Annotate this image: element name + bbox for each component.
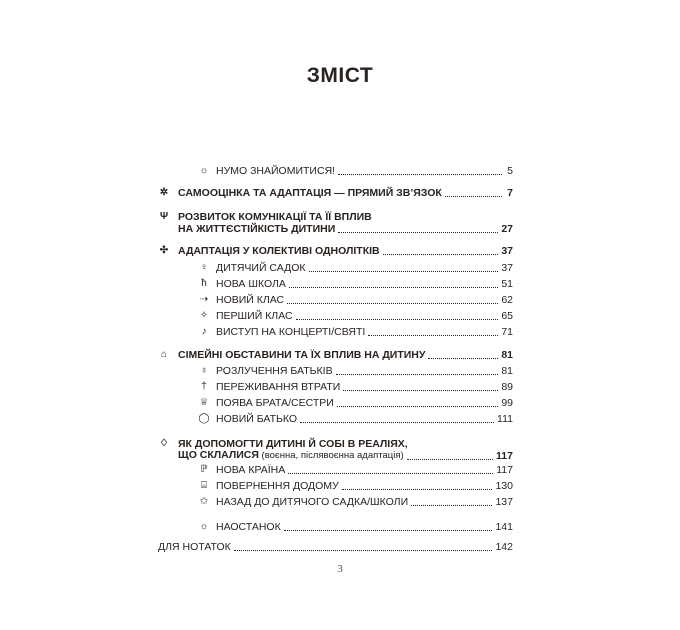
toc-entry-page: 27 <box>501 223 513 235</box>
toc-entry-page: 5 <box>507 165 513 177</box>
dot-leader <box>407 459 493 460</box>
sun-icon: ☼ <box>199 521 209 532</box>
toc-entry[interactable] <box>158 325 513 339</box>
toc-entry[interactable] <box>158 412 513 426</box>
toc-entry-title: НУМО ЗНАЙОМИТИСЯ! <box>216 165 336 177</box>
toc-entry[interactable] <box>158 244 513 258</box>
page-title: ЗМІСТ <box>306 64 374 87</box>
toc-entry[interactable] <box>158 309 513 323</box>
toc-entry-page: 89 <box>501 381 513 393</box>
toc-entry[interactable] <box>158 210 513 238</box>
toc-entry-page: 117 <box>496 464 513 476</box>
toc-entry[interactable] <box>158 364 513 378</box>
outline-star-icon: ✩ <box>199 496 209 507</box>
toc-entry[interactable] <box>158 164 513 178</box>
dot-leader <box>343 390 498 391</box>
toc-entry[interactable] <box>158 348 513 362</box>
toc-entry-title: ДИТЯЧИЙ САДОК <box>216 262 306 274</box>
toc-entry-title: ЩО СКЛАЛИСЯ (воєнна, післявоєнна адаптація) <box>178 449 404 461</box>
dot-leader <box>342 489 493 490</box>
dot-leader <box>383 254 499 255</box>
toc-entry-title-line1: ЯК ДОПОМОГТИ ДИТИНІ Й СОБІ В РЕАЛІЯХ, <box>178 438 408 450</box>
toc-entry-note: (воєнна, післявоєнна адаптація) <box>258 450 404 461</box>
dot-leader <box>234 550 493 551</box>
dot-leader <box>338 174 502 175</box>
toc-entry-page: 130 <box>495 480 513 492</box>
toc-entry-title: СІМЕЙНІ ОБСТАВИНИ ТА ЇХ ВПЛИВ НА ДИТИНУ <box>178 349 426 361</box>
toc-entry[interactable] <box>158 293 513 307</box>
dot-leader <box>288 473 493 474</box>
toc-entry-title: ДЛЯ НОТАТОК <box>158 541 231 553</box>
toc-entry[interactable] <box>158 520 513 534</box>
toc-entry-page: 137 <box>495 496 513 508</box>
dot-leader <box>287 303 498 304</box>
toc-entry[interactable] <box>158 261 513 275</box>
toc-entry[interactable] <box>158 437 513 465</box>
dot-leader <box>411 505 492 506</box>
dot-leader <box>296 319 499 320</box>
toc-entry[interactable] <box>158 380 513 394</box>
sun-icon: ☼ <box>199 165 209 176</box>
toc-entry-page: 71 <box>501 326 513 338</box>
toc-entry-page: 62 <box>501 294 513 306</box>
leaf-icon: ♢ <box>159 438 169 449</box>
toc-entry-title: НОВА КРАЇНА <box>216 464 286 476</box>
sparkle-icon: ✧ <box>199 310 209 321</box>
ring-icon: ◯ <box>198 413 210 424</box>
chair-icon: ћ <box>201 278 207 289</box>
toc-entry-page: 65 <box>501 310 513 322</box>
dot-leader <box>445 196 502 197</box>
toc-entry[interactable] <box>158 396 513 410</box>
toc-entry-title: ПОВЕРНЕННЯ ДОДОМУ <box>216 480 339 492</box>
dot-leader <box>300 422 494 423</box>
toc-entry-title: ВИСТУП НА КОНЦЕРТІ/СВЯТІ <box>216 326 366 338</box>
toc-entry-title: САМООЦІНКА ТА АДАПТАЦІЯ — ПРЯМИЙ ЗВ’ЯЗОК <box>178 187 442 199</box>
arrow-icon: ⇢ <box>199 294 209 305</box>
toc-entry-title: РОЗЛУЧЕННЯ БАТЬКІВ <box>216 365 333 377</box>
toc-entry[interactable] <box>158 186 513 200</box>
toc-entry-title: НАОСТАНОК <box>216 521 281 533</box>
toc-entry[interactable] <box>158 463 513 477</box>
toc-entry-title: НАЗАД ДО ДИТЯЧОГО САДКА/ШКОЛИ <box>216 496 409 508</box>
toc-entry-page: 142 <box>495 541 513 553</box>
suitcase-icon: ⌸ <box>201 480 207 491</box>
house-icon: ⌂ <box>160 349 168 360</box>
toc-entry-title: ПЕРЕЖИВАННЯ ВТРАТИ <box>216 381 341 393</box>
flag-icon: ℙ <box>200 464 208 475</box>
toc-entry-page: 111 <box>497 413 513 425</box>
toc-entry-page: 81 <box>501 365 513 377</box>
toc-entry-page: 117 <box>496 450 513 462</box>
toc-entry-title: НОВА ШКОЛА <box>216 278 286 290</box>
music-icon: ♪ <box>201 326 207 337</box>
toc-entry[interactable] <box>158 540 513 554</box>
toc-entry-title: ПЕРШИЙ КЛАС <box>216 310 293 322</box>
broken-heart-icon: ♁ <box>200 365 208 376</box>
toc-entry[interactable] <box>158 479 513 493</box>
toc-entry-title: ПОЯВА БРАТА/СЕСТРИ <box>216 397 334 409</box>
dot-leader <box>284 530 493 531</box>
flower-icon: ✣ <box>159 245 169 256</box>
toc-entry-title: НОВИЙ КЛАС <box>216 294 285 306</box>
toc-entry-page: 141 <box>495 521 513 533</box>
toc-entry-title: НА ЖИТТЄСТІЙКІСТЬ ДИТИНИ <box>178 223 336 235</box>
page-number: 3 <box>337 563 343 575</box>
toc-entry-page: 37 <box>501 262 513 274</box>
dot-leader <box>336 374 499 375</box>
dot-leader <box>337 406 499 407</box>
candle-icon: † <box>201 381 207 392</box>
toc-entry-page: 99 <box>501 397 513 409</box>
toc-entry[interactable] <box>158 277 513 291</box>
toc-entry-page: 7 <box>507 187 513 199</box>
crown-icon: ♕ <box>199 397 209 408</box>
toc-entry-page: 37 <box>501 245 513 257</box>
toc-entry-title: НОВИЙ БАТЬКО <box>216 413 298 425</box>
dot-leader <box>289 287 498 288</box>
toc-entry-title: АДАПТАЦІЯ У КОЛЕКТИВІ ОДНОЛІТКІВ <box>178 245 380 257</box>
toc-entry-page: 51 <box>501 278 513 290</box>
sprout-icon: Ψ <box>159 211 169 222</box>
dot-leader <box>338 232 498 233</box>
tulip-icon: ♀ <box>200 262 208 273</box>
dot-leader <box>368 335 498 336</box>
toc-entry-title-line1: РОЗВИТОК КОМУНІКАЦІЇ ТА ЇЇ ВПЛИВ <box>178 211 372 223</box>
toc-entry[interactable] <box>158 495 513 509</box>
toc-entry-page: 81 <box>501 349 513 361</box>
star-icon: ✲ <box>159 187 169 198</box>
dot-leader <box>309 271 499 272</box>
dot-leader <box>428 358 498 359</box>
